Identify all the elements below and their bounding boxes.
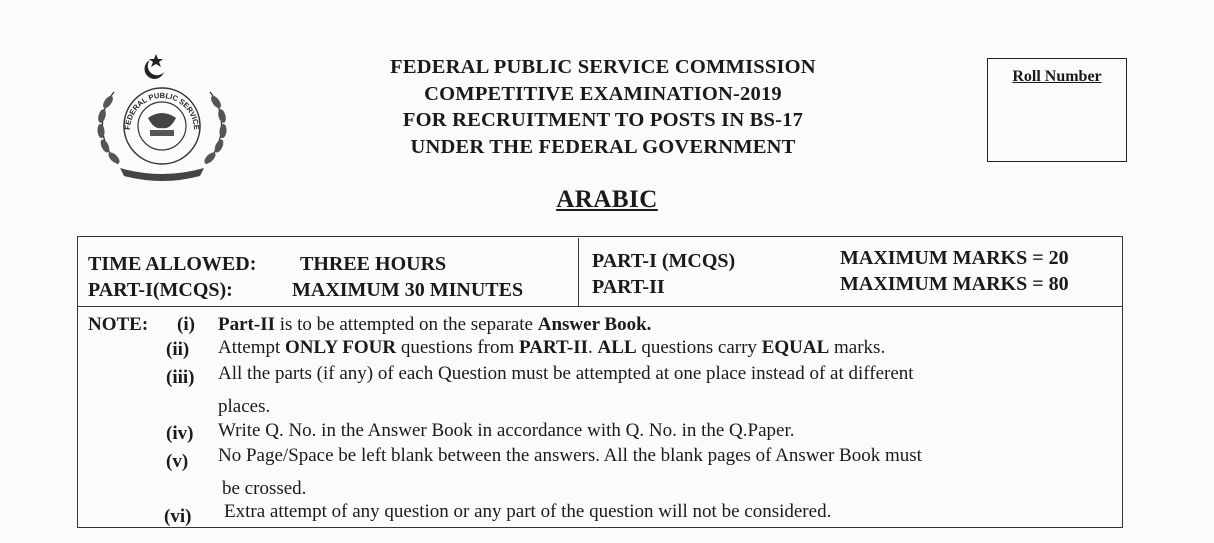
part1-time-value: MAXIMUM 30 MINUTES <box>292 279 524 301</box>
roll-number-box[interactable] <box>987 58 1127 162</box>
subject-title: ARABIC <box>556 186 658 213</box>
note-item-2: Attempt ONLY FOUR questions from PART-II. ALL questions carry EQUAL marks. <box>218 337 886 358</box>
roll-number-label: Roll Number <box>1012 68 1102 85</box>
exam-header <box>330 54 876 160</box>
note-item-3: All the parts (if any) of each Question must be attempted at one place instead of at different <box>218 363 914 384</box>
part1-max-marks: MAXIMUM MARKS = 20 <box>840 247 1069 269</box>
fpsc-seal-icon <box>84 52 240 184</box>
note-heading: NOTE: <box>88 314 149 335</box>
header-line-1: FEDERAL PUBLIC SERVICE COMMISSION <box>390 56 816 78</box>
note-item-4: Write Q. No. in the Answer Book in accordance with Q. No. in the Q.Paper. <box>218 420 795 441</box>
time-allowed-value: THREE HOURS <box>300 253 447 275</box>
note-item-6: Extra attempt of any question or any part of the question will not be considered. <box>224 501 832 522</box>
seal-text: FEDERAL PUBLIC SERVICE <box>122 90 202 131</box>
header-line-3: FOR RECRUITMENT TO POSTS IN BS-17 <box>402 109 804 131</box>
note-item-3-continuation: places. <box>218 396 271 417</box>
note-item-1: Part-II is to be attempted on the separate Answer Book. <box>218 314 652 335</box>
note-number-5: (v) <box>166 451 189 472</box>
frame-divider-horizontal <box>77 306 1123 307</box>
part2-label: PART-II <box>592 276 665 298</box>
part2-max-marks: MAXIMUM MARKS = 80 <box>840 273 1069 295</box>
header-line-4: UNDER THE FEDERAL GOVERNMENT <box>410 135 796 158</box>
note-number-2: (ii) <box>166 339 190 360</box>
header-line-2: COMPETITIVE EXAMINATION-2019 <box>424 82 782 105</box>
note-number-6: (vi) <box>164 506 192 527</box>
note-number-4: (iv) <box>166 423 194 444</box>
frame-divider-vertical <box>578 238 579 306</box>
note-number-1: (i) <box>177 314 195 335</box>
time-allowed-label: TIME ALLOWED: <box>88 253 257 275</box>
note-item-5-continuation: be crossed. <box>222 478 307 499</box>
part1-label: PART-I (MCQS) <box>592 250 736 272</box>
note-item-5: No Page/Space be left blank between the answers. All the blank pages of Answer Book must <box>218 445 922 466</box>
note-number-3: (iii) <box>166 367 195 388</box>
part1-time-label: PART-I(MCQS): <box>88 279 233 301</box>
